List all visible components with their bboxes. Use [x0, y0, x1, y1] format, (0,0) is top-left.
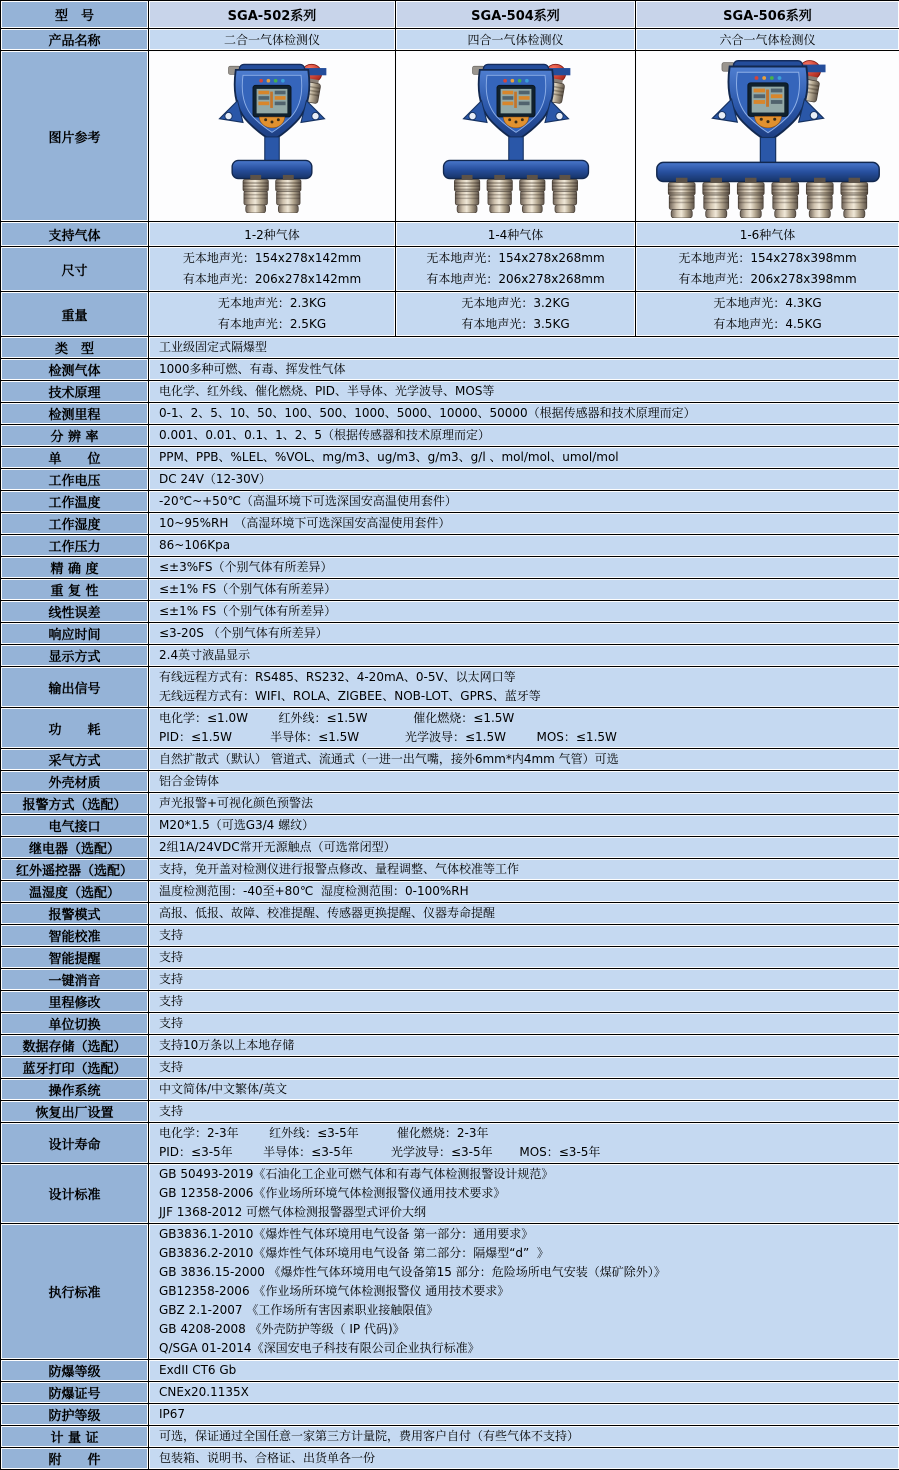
- spec-label: 显示方式: [1, 645, 149, 667]
- row-model: [1, 1, 899, 29]
- spec-value: [149, 447, 899, 469]
- spec-value: [149, 1057, 899, 1079]
- spec-label: 线性误差: [1, 601, 149, 623]
- spec-value-line: CNEx20.1135X: [159, 1383, 889, 1402]
- spec-value: [149, 793, 899, 815]
- spec-label: 工作湿度: [1, 513, 149, 535]
- spec-row: [1, 1360, 899, 1382]
- spec-row: [1, 337, 899, 359]
- spec-value-line: 2组1A/24VDC常开无源触点（可选常闭型）: [159, 838, 889, 857]
- spec-row: [1, 1079, 899, 1101]
- spec-value-line: 高报、低报、故障、校准提醒、传感器更换提醒、仪器寿命提醒: [159, 904, 889, 923]
- weight-line: 无本地声光：2.3KG: [153, 293, 391, 314]
- spec-label: 防爆证号: [1, 1382, 149, 1404]
- spec-value: [149, 469, 899, 491]
- spec-row: [1, 1426, 899, 1448]
- spec-value-line: ≤±1% FS（个别气体有所差异）: [159, 580, 889, 599]
- size-line: 有本地声光：206x278x268mm: [400, 269, 631, 290]
- size-line: 有本地声光：206x278x398mm: [640, 269, 895, 290]
- spec-value: [149, 1013, 899, 1035]
- spec-value-line: 有线远程方式有：RS485、RS232、4-20mA、0-5V、以太网口等: [159, 668, 889, 687]
- spec-value-line: 电化学、红外线、催化燃烧、PID、半导体、光学波导、MOS等: [159, 382, 889, 401]
- spec-label: 工作温度: [1, 491, 149, 513]
- spec-value: [149, 513, 899, 535]
- spec-label: 设计标准: [1, 1164, 149, 1224]
- product-name-502: 二合一气体检测仪: [149, 29, 396, 51]
- spec-value-line: PPM、PPB、%LEL、%VOL、mg/m3、ug/m3、g/m3、g/l 、mol/mol、umol/mol: [159, 448, 889, 467]
- product-name-506: 六合一气体检测仪: [636, 29, 899, 51]
- spec-value-line: GB3836.2-2010《爆炸性气体环境用电气设备 第二部分：隔爆型“d” 》: [159, 1244, 889, 1263]
- weight-502: [149, 292, 396, 337]
- product-image-2in1: [154, 59, 390, 213]
- spec-value: [149, 1035, 899, 1057]
- size-504: [396, 247, 636, 292]
- spec-label: 类 型: [1, 337, 149, 359]
- weight-line: 无本地声光：3.2KG: [400, 293, 631, 314]
- weight-line: 有本地声光：4.5KG: [640, 314, 895, 335]
- product-image-cell: [396, 51, 636, 222]
- product-image-cell: [149, 51, 396, 222]
- spec-value: [149, 815, 899, 837]
- spec-value-line: 中文简体/中文繁体/英文: [159, 1080, 889, 1099]
- spec-value-line: 支持10万条以上本地存储: [159, 1036, 889, 1055]
- spec-label: 操作系统: [1, 1079, 149, 1101]
- spec-label: 单 位: [1, 447, 149, 469]
- spec-row: [1, 771, 899, 793]
- spec-value: [149, 991, 899, 1013]
- spec-value-line: 自然扩散式（默认） 管道式、流通式（一进一出气嘴，接外6mm*内4mm 气管）可选: [159, 750, 889, 769]
- spec-value-line: 1000多种可燃、有毒、挥发性气体: [159, 360, 889, 379]
- spec-row: [1, 491, 899, 513]
- spec-row: [1, 1057, 899, 1079]
- weight-504: [396, 292, 636, 337]
- row-supported-gases: [1, 222, 899, 247]
- spec-value: [149, 1224, 899, 1360]
- spec-value: [149, 837, 899, 859]
- spec-label: 附 件: [1, 1448, 149, 1470]
- spec-row: [1, 1013, 899, 1035]
- row-image: [1, 51, 899, 222]
- spec-value: [149, 881, 899, 903]
- spec-value-line: 包装箱、说明书、合格证、出货单各一份: [159, 1449, 889, 1468]
- model-502: SGA-502系列: [149, 1, 396, 29]
- spec-value-line: 可选，保证通过全国任意一家第三方计量院，费用客户自付（有些气体不支持）: [159, 1427, 889, 1446]
- spec-row: [1, 425, 899, 447]
- size-line: 有本地声光：206x278x142mm: [153, 269, 391, 290]
- spec-value-line: GB 50493-2019《石油化工企业可燃气体和有毒气体检测报警设计规范》: [159, 1165, 889, 1184]
- spec-label: 执行标准: [1, 1224, 149, 1360]
- spec-value-line: DC 24V（12-30V）: [159, 470, 889, 489]
- model-504: SGA-504系列: [396, 1, 636, 29]
- spec-label: 温湿度（选配）: [1, 881, 149, 903]
- row-product-name: [1, 29, 899, 51]
- spec-label: 功 耗: [1, 708, 149, 749]
- spec-value-line: 支持: [159, 926, 889, 945]
- spec-value-line: GB 4208-2008 《外壳防护等级（ IP 代码)》: [159, 1320, 889, 1339]
- spec-label: 输出信号: [1, 667, 149, 708]
- spec-row: [1, 1035, 899, 1057]
- spec-value-line: 支持: [159, 992, 889, 1011]
- weight-label: 重量: [1, 292, 149, 337]
- spec-label: 一键消音: [1, 969, 149, 991]
- gas-504: 1-4种气体: [396, 222, 636, 247]
- spec-value-line: JJF 1368-2012 可燃气体检测报警器型式评价大纲: [159, 1203, 889, 1222]
- spec-value: [149, 1360, 899, 1382]
- spec-label: 响应时间: [1, 623, 149, 645]
- spec-value-line: ≤±1% FS（个别气体有所差异）: [159, 602, 889, 621]
- spec-label: 采气方式: [1, 749, 149, 771]
- spec-value: [149, 645, 899, 667]
- spec-value-line: 工业级固定式隔爆型: [159, 338, 889, 357]
- product-image-cell: [636, 51, 899, 222]
- spec-row: [1, 859, 899, 881]
- spec-label: 检测气体: [1, 359, 149, 381]
- spec-value: [149, 601, 899, 623]
- spec-value-line: 支持: [159, 1058, 889, 1077]
- spec-label: 防护等级: [1, 1404, 149, 1426]
- spec-value-line: 支持: [159, 1102, 889, 1121]
- spec-value-line: ≤3-20S （个别气体有所差异）: [159, 624, 889, 643]
- size-label: 尺寸: [1, 247, 149, 292]
- spec-value: [149, 771, 899, 793]
- spec-row: [1, 837, 899, 859]
- spec-value: [149, 1426, 899, 1448]
- row-dimensions: [1, 247, 899, 292]
- weight-line: 有本地声光：2.5KG: [153, 314, 391, 335]
- spec-label: 电气接口: [1, 815, 149, 837]
- spec-value: [149, 925, 899, 947]
- spec-value: [149, 947, 899, 969]
- spec-label: 智能提醒: [1, 947, 149, 969]
- model-506: SGA-506系列: [636, 1, 899, 29]
- spec-value-line: 支持: [159, 948, 889, 967]
- spec-row: [1, 513, 899, 535]
- spec-row: [1, 535, 899, 557]
- spec-row: [1, 359, 899, 381]
- spec-row: [1, 925, 899, 947]
- spec-row: [1, 579, 899, 601]
- spec-value-line: 支持: [159, 1014, 889, 1033]
- spec-value: [149, 491, 899, 513]
- image-label: 图片参考: [1, 51, 149, 222]
- spec-row: [1, 1224, 899, 1360]
- spec-label: 设计寿命: [1, 1123, 149, 1164]
- product-image-4in1: [398, 59, 634, 213]
- spec-value-line: GB12358-2006 《作业场所环境气体检测报警仪 通用技术要求》: [159, 1282, 889, 1301]
- spec-value: [149, 557, 899, 579]
- product-name-label: 产品名称: [1, 29, 149, 51]
- spec-value: [149, 1448, 899, 1470]
- spec-value: [149, 1404, 899, 1426]
- gas-506: 1-6种气体: [636, 222, 899, 247]
- spec-label: 计 量 证: [1, 1426, 149, 1448]
- spec-label: 报警模式: [1, 903, 149, 925]
- spec-label: 技术原理: [1, 381, 149, 403]
- spec-row: [1, 793, 899, 815]
- spec-value-line: 支持，免开盖对检测仪进行报警点修改、量程调整、气体校准等工作: [159, 860, 889, 879]
- spec-value: [149, 337, 899, 359]
- spec-row: [1, 903, 899, 925]
- spec-value-line: 温度检测范围：-40至+80℃ 湿度检测范围：0-100%RH: [159, 882, 889, 901]
- spec-row: [1, 601, 899, 623]
- spec-label: 单位切换: [1, 1013, 149, 1035]
- spec-value: [149, 1079, 899, 1101]
- spec-label: 智能校准: [1, 925, 149, 947]
- spec-value: [149, 969, 899, 991]
- spec-value-line: PID：≤3-5年 半导体：≤3-5年 光学波导：≤3-5年 MOS：≤3-5年: [159, 1143, 889, 1162]
- spec-row: [1, 815, 899, 837]
- spec-row: [1, 667, 899, 708]
- spec-value-line: GB3836.1-2010《爆炸性气体环境用电气设备 第一部分：通用要求》: [159, 1225, 889, 1244]
- spec-row: [1, 881, 899, 903]
- spec-value-line: 声光报警+可视化颜色预警法: [159, 794, 889, 813]
- spec-value: [149, 579, 899, 601]
- spec-value-line: 0.001、0.01、0.1、1、2、5（根据传感器和技术原理而定）: [159, 426, 889, 445]
- spec-value-line: GB 3836.15-2000 《爆炸性气体环境用电气设备第15 部分：危险场所电气安装（煤矿除外）》: [159, 1263, 889, 1282]
- spec-value-line: PID：≤1.5W 半导体：≤1.5W 光学波导：≤1.5W MOS：≤1.5W: [159, 728, 889, 747]
- spec-row: [1, 1164, 899, 1224]
- size-line: 无本地声光：154x278x142mm: [153, 248, 391, 269]
- spec-row: [1, 1382, 899, 1404]
- weight-line: 无本地声光：4.3KG: [640, 293, 895, 314]
- row-weight: [1, 292, 899, 337]
- spec-row: [1, 749, 899, 771]
- spec-value-line: 86~106Kpa: [159, 536, 889, 555]
- spec-value-line: Q/SGA 01-2014《深国安电子科技有限公司企业执行标准》: [159, 1339, 889, 1358]
- spec-label: 蓝牙打印（选配）: [1, 1057, 149, 1079]
- spec-label: 恢复出厂设置: [1, 1101, 149, 1123]
- spec-label: 重 复 性: [1, 579, 149, 601]
- size-line: 无本地声光：154x278x268mm: [400, 248, 631, 269]
- spec-value: [149, 1164, 899, 1224]
- spec-row: [1, 403, 899, 425]
- spec-row: [1, 1123, 899, 1164]
- spec-value-line: ExdII CT6 Gb: [159, 1361, 889, 1380]
- spec-value: [149, 623, 899, 645]
- spec-value-line: 铝合金铸体: [159, 772, 889, 791]
- spec-value-line: 0-1、2、5、10、50、100、500、1000、5000、10000、50000（根据传感器和技术原理而定）: [159, 404, 889, 423]
- spec-label: 检测里程: [1, 403, 149, 425]
- spec-label: 工作压力: [1, 535, 149, 557]
- gas-label: 支持气体: [1, 222, 149, 247]
- spec-value: [149, 535, 899, 557]
- gas-502: 1-2种气体: [149, 222, 396, 247]
- spec-label: 分 辨 率: [1, 425, 149, 447]
- spec-value: [149, 1123, 899, 1164]
- spec-row: [1, 991, 899, 1013]
- spec-label: 防爆等级: [1, 1360, 149, 1382]
- spec-value-line: 无线远程方式有：WIFI、ROLA、ZIGBEE、NOB-LOT、GPRS、蓝牙等: [159, 687, 889, 706]
- spec-value-line: 2.4英寸液晶显示: [159, 646, 889, 665]
- spec-rows: [1, 337, 899, 1470]
- spec-value: [149, 1101, 899, 1123]
- spec-value-line: -20℃~+50℃（高温环境下可选深国安高温使用套件）: [159, 492, 889, 511]
- spec-label: 继电器（选配）: [1, 837, 149, 859]
- spec-label: 外壳材质: [1, 771, 149, 793]
- spec-label: 里程修改: [1, 991, 149, 1013]
- spec-value: [149, 903, 899, 925]
- spec-value-line: 电化学：≤1.0W 红外线：≤1.5W 催化燃烧：≤1.5W: [159, 709, 889, 728]
- spec-value-line: 电化学：2-3年 红外线：≤3-5年 催化燃烧：2-3年: [159, 1124, 889, 1143]
- size-502: [149, 247, 396, 292]
- size-line: 无本地声光：154x278x398mm: [640, 248, 895, 269]
- spec-row: [1, 645, 899, 667]
- spec-value: [149, 1382, 899, 1404]
- spec-value: [149, 708, 899, 749]
- spec-row: [1, 469, 899, 491]
- size-506: [636, 247, 899, 292]
- spec-row: [1, 623, 899, 645]
- product-name-504: 四合一气体检测仪: [396, 29, 636, 51]
- spec-row: [1, 1101, 899, 1123]
- spec-value-line: IP67: [159, 1405, 889, 1424]
- spec-value: [149, 359, 899, 381]
- spec-label: 红外遥控器（选配）: [1, 859, 149, 881]
- spec-value-line: GB 12358-2006《作业场所环境气体检测报警仪通用技术要求》: [159, 1184, 889, 1203]
- spec-row: [1, 947, 899, 969]
- spec-value: [149, 859, 899, 881]
- spec-row: [1, 447, 899, 469]
- spec-value: [149, 749, 899, 771]
- spec-row: [1, 708, 899, 749]
- product-image-6in1: [643, 55, 893, 218]
- spec-value: [149, 425, 899, 447]
- weight-506: [636, 292, 899, 337]
- spec-value-line: 支持: [159, 970, 889, 989]
- spec-label: 工作电压: [1, 469, 149, 491]
- spec-label: 精 确 度: [1, 557, 149, 579]
- spec-value: [149, 667, 899, 708]
- spec-row: [1, 381, 899, 403]
- spec-row: [1, 557, 899, 579]
- spec-row: [1, 1448, 899, 1470]
- spec-value-line: ≤±3%FS（个别气体有所差异）: [159, 558, 889, 577]
- spec-value-line: M20*1.5（可选G3/4 螺纹）: [159, 816, 889, 835]
- spec-row: [1, 969, 899, 991]
- spec-value-line: GBZ 2.1-2007 《工作场所有害因素职业接触限值》: [159, 1301, 889, 1320]
- spec-value: [149, 403, 899, 425]
- weight-line: 有本地声光：3.5KG: [400, 314, 631, 335]
- model-label: 型 号: [1, 1, 149, 29]
- spec-label: 报警方式（选配）: [1, 793, 149, 815]
- spec-value-line: 10~95%RH （高湿环境下可选深国安高湿使用套件）: [159, 514, 889, 533]
- spec-label: 数据存储（选配）: [1, 1035, 149, 1057]
- spec-value: [149, 381, 899, 403]
- spec-row: [1, 1404, 899, 1426]
